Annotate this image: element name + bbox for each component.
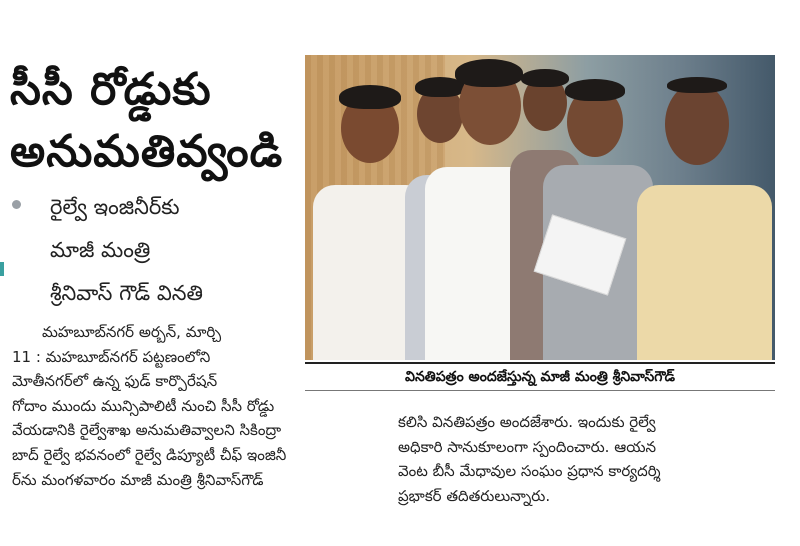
subhead-line-1: రైల్వే ఇంజినీర్‌కు [50, 195, 180, 219]
bullet-icon [12, 200, 21, 209]
body-line: వేయడానికి రైల్వేశాఖ అనుమతివ్వాలని సికింద్రా [12, 421, 282, 440]
body-line: మహబూబ్‌నగర్ అర్బన్, మార్చి [42, 323, 222, 341]
subhead-line-3: శ్రీనివాస్ గౌడ్ వినతి [50, 281, 203, 305]
body-line: వెంట బీసీ మేధావుల సంఘం ప్రధాన కార్యదర్శి [398, 462, 661, 481]
body-line: కలిసి వినతిపత్రం అందజేశారు. ఇందుకు రైల్వే [398, 413, 656, 431]
news-photo [305, 55, 775, 360]
body-line: మోతీనగర్‌లో ఉన్న ఫుడ్ కార్పొరేషన్ [12, 372, 218, 391]
body-line: ప్రభాకర్ తదితరులున్నారు. [398, 486, 551, 505]
subhead-line-2: మాజీ మంత్రి [50, 238, 151, 262]
body-line: అధికారి సానుకూలంగా స్పందించారు. ఆయన [398, 437, 657, 456]
article-body-left-column [12, 320, 387, 492]
body-line: ర్‌ను మంగళవారం మాజీ మంత్రి శ్రీనివాస్‌గౌడ్ [12, 470, 264, 489]
article-body-right-column [398, 410, 788, 508]
body-line: 11 : మహబూబ్‌నగర్ పట్టణంలోని [12, 347, 211, 366]
body-line: బాద్ రైల్వే భవనంలో రైల్వే డిప్యూటీ చీఫ్ ఇంజినీ [12, 445, 287, 464]
headline-line-1: సీసీ రోడ్డుకు [10, 64, 212, 115]
headline-line-2: అనుమతివ్వండి [10, 126, 284, 177]
photo-caption: వినతిపత్రం అందజేస్తున్న మాజీ మంత్రి శ్రీనివాస్‌గౌడ్ [305, 362, 775, 391]
edge-mark [0, 262, 4, 276]
body-line: గోదాం ముందు మున్సిపాలిటీ నుంచి సీసీ రోడ్డు [12, 396, 275, 415]
